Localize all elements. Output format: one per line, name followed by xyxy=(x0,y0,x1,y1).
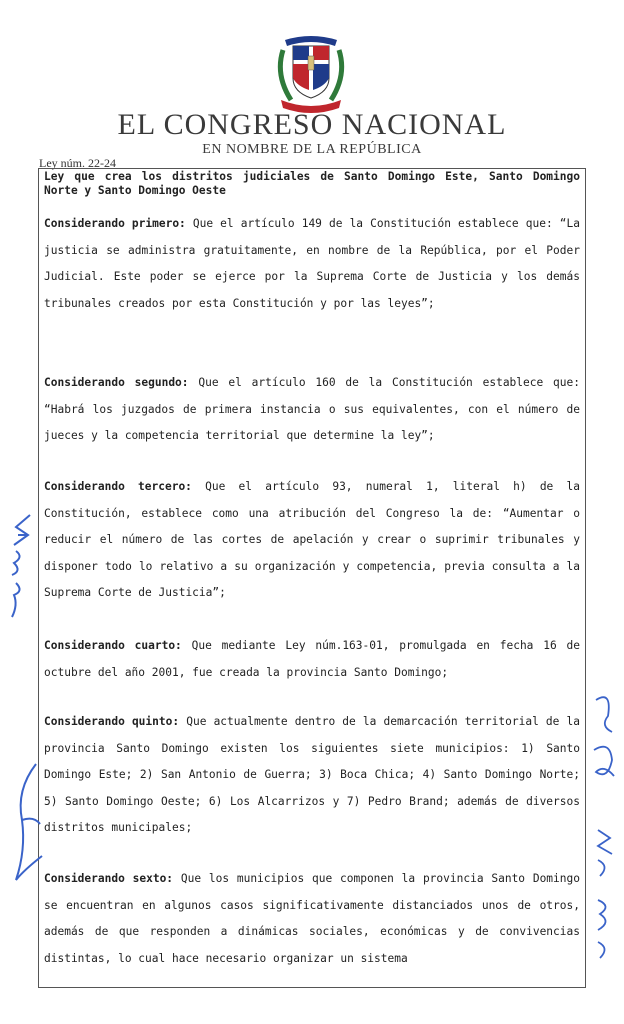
paragraph-text: Que el artículo 149 de la Constitución establece que: “La justicia se administra gratuitamente, en nombre de la República, por el Poder Judicial. Este poder se ejerce por la Suprema Corte de Justicia y los demás tribunales creados por esta Constitución y por las leyes”; xyxy=(44,217,580,310)
paragraph-text: Que mediante Ley núm.163-01, promulgada en fecha 16 de octubre del año 2001, fue creada la provincia Santo Domingo; xyxy=(44,639,580,679)
coat-of-arms-seal xyxy=(273,30,349,116)
handwritten-signature-left xyxy=(6,760,46,900)
considerando-sexto xyxy=(44,866,580,972)
considerando-cuarto xyxy=(44,633,580,686)
considerando-quinto xyxy=(44,709,580,842)
considerando-primero xyxy=(44,211,580,317)
paragraph-lead: Considerando segundo: xyxy=(44,376,189,389)
considerando-tercero xyxy=(44,474,580,607)
handwritten-initials-right xyxy=(588,680,622,980)
law-title: Ley que crea los distritos judiciales de Santo Domingo Este, Santo Domingo Norte y Santo Domingo Oeste xyxy=(44,170,580,197)
paragraph-lead: Considerando cuarto: xyxy=(44,639,182,652)
considerando-segundo xyxy=(44,370,580,450)
congress-heading: EL CONGRESO NACIONAL xyxy=(117,108,507,141)
paragraph-text: Que el artículo 160 de la Constitución establece que: “Habrá los juzgados de primera instancia o sus equivalentes, con el número de jueces y la competencia territorial que determine la ley”; xyxy=(44,376,580,442)
paragraph-lead: Considerando quinto: xyxy=(44,715,180,728)
paragraph-text: Que el artículo 93, numeral 1, literal h) de la Constitución, establece como una atribución del Congreso la de: “Aumentar o reducir el número de las cortes de apelación y crear o suprimir tribunales y disponer todo lo relativo a su organización y competencia, previa consulta a la Suprema Corte de Justicia”; xyxy=(44,480,580,599)
handwritten-initials-left xyxy=(4,505,36,625)
congress-subheading: EN NOMBRE DE LA REPÚBLICA xyxy=(202,142,422,157)
law-number: Ley núm. 22-24 xyxy=(39,156,116,170)
paragraph-lead: Considerando tercero: xyxy=(44,480,192,493)
paragraph-text: Que los municipios que componen la provincia Santo Domingo se encuentran en algunos casos significativamente distanciados unos de otros, además de que responden a dinámicas sociales, económicas y de convivencias distintas, lo cual hace necesario organizar un sistema xyxy=(44,872,580,965)
paragraph-lead: Considerando primero: xyxy=(44,217,186,230)
paragraph-text: Que actualmente dentro de la demarcación territorial de la provincia Santo Domingo existen los siguientes siete municipios: 1) Santo Domingo Este; 2) San Antonio de Guerra; 3) Boca Chica; 4) Santo Domingo Norte; 5) Santo Domingo Oeste; 6) Los Alcarrizos y 7) Pedro Brand; además de diversos distritos municipales; xyxy=(44,715,580,834)
paragraph-lead: Considerando sexto: xyxy=(44,872,174,885)
